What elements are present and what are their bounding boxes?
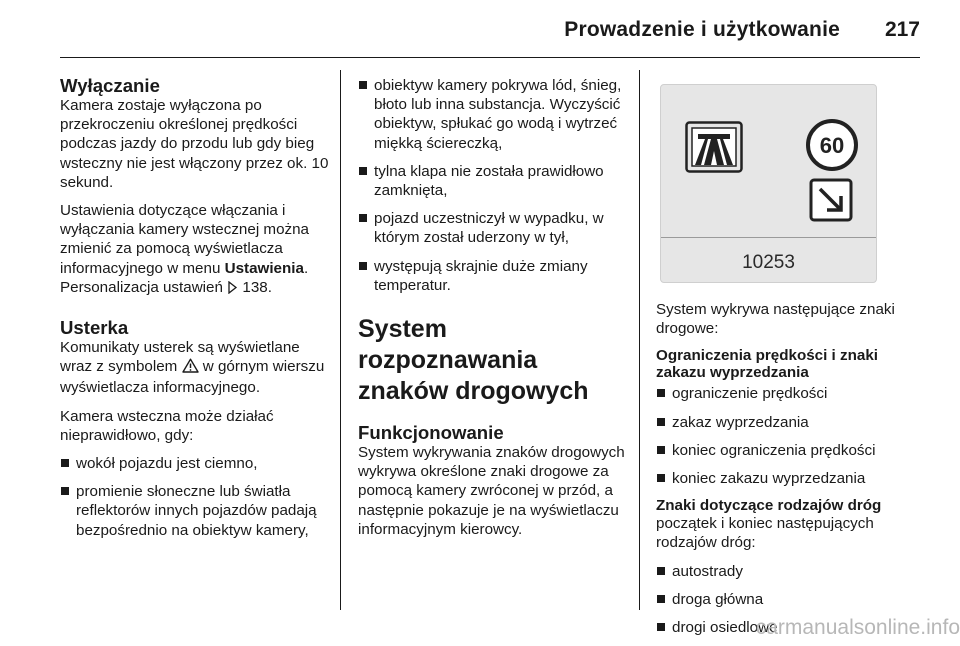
fault-list: [60, 454, 332, 540]
list-item: droga główna: [656, 590, 926, 609]
list-item: tylna klapa nie została prawidłowo zamknięta,: [358, 162, 626, 200]
menu-settings-label: Ustawienia: [224, 259, 304, 277]
speed-limit-value: 60: [819, 133, 845, 158]
list-item: koniec ograniczenia prędkości: [656, 441, 926, 460]
page-number: 217: [884, 18, 920, 41]
warning-triangle-icon: [182, 358, 199, 378]
odometer-value: 10253: [742, 252, 795, 273]
paragraph-off-1: Kamera zostaje wyłączona po przekroczeniu określonej prędkości podczas jazdy do przodu lub gdy bieg wsteczny nie jest włączony przez ok. 10 sekund.: [60, 97, 329, 191]
limits-list: [656, 384, 926, 488]
watermark: carmanualsonline.info: [755, 616, 960, 639]
heading-roads: Znaki dotyczące rodzajów dróg: [656, 497, 882, 515]
direction-arrow-sign-icon: [809, 178, 853, 222]
list-item: koniec zakazu wyprzedzania: [656, 469, 926, 488]
display-bottom-bar: [661, 237, 876, 282]
column-2: [358, 76, 626, 548]
motorway-sign-icon: [685, 121, 743, 173]
section-heading: System rozpoznawania znaków drogowych: [358, 315, 589, 406]
list-item: promienie słoneczne lub światła reflektorów innych pojazdów padają bezpośrednio na obiektyw kamery,: [60, 482, 332, 540]
list-item: autostrady: [656, 562, 926, 581]
paragraph-off-2: Ustawienia dotyczące włączania i wyłączania kamery wstecznej można zmienić za pomocą wyświetlacza informacyjnego w menu Ustawienia. Personalizacja ustawień 138.: [60, 201, 332, 299]
page-reference-arrow-icon: [227, 280, 238, 299]
speed-limit-sign-icon: [806, 119, 858, 171]
header-rule: [60, 57, 920, 58]
page-header: [0, 0, 960, 58]
list-item: występują skrajnie duże zmiany temperatur.: [358, 257, 626, 295]
heading-fault: Usterka: [60, 317, 129, 339]
fault-list-continued: [358, 76, 626, 295]
list-item: obiektyw kamery pokrywa lód, śnieg, błoto lub inna substancja. Wyczyścić obiektyw, spłukać go wodą i wytrzeć miękką ściereczką,: [358, 76, 626, 153]
paragraph-roads: początek i koniec następujących rodzajów dróg:: [656, 515, 874, 552]
reference-page[interactable]: 138.: [242, 278, 272, 296]
heading-off: Wyłączanie: [60, 75, 160, 96]
list-item: drogi osiedlowe: [656, 618, 926, 637]
column-3: [656, 300, 926, 646]
driver-info-display: [660, 84, 877, 283]
page-title: Prowadzenie i użytkowanie: [564, 18, 840, 41]
list-item: wokół pojazdu jest ciemno,: [60, 454, 332, 473]
heading-function: Funkcjonowanie: [358, 422, 504, 444]
paragraph-fault-2: Kamera wsteczna może działać nieprawidłowo, gdy:: [60, 407, 274, 444]
paragraph-intro: System wykrywa następujące znaki drogowe:: [656, 301, 895, 338]
paragraph-fault-1: Komunikaty usterek są wyświetlane wraz z symbolem w górnym wierszu wyświetlacza informacyjnego.: [60, 339, 325, 397]
list-item: pojazd uczestniczył w wypadku, w którym został uderzony w tył,: [358, 209, 626, 247]
column-1: [60, 76, 332, 549]
heading-limits: Ograniczenia prędkości i znaki zakazu wyprzedzania: [656, 347, 878, 382]
paragraph-function: System wykrywania znaków drogowych wykrywa określone znaki drogowe za pomocą kamery zwróconej w przód, a następnie pokazuje je na wyświetlaczu informacyjnym kierowcy.: [358, 444, 625, 538]
list-item: ograniczenie prędkości: [656, 384, 926, 403]
list-item: zakaz wyprzedzania: [656, 413, 926, 432]
column-divider-1: [340, 70, 341, 610]
column-divider-2: [639, 70, 640, 610]
